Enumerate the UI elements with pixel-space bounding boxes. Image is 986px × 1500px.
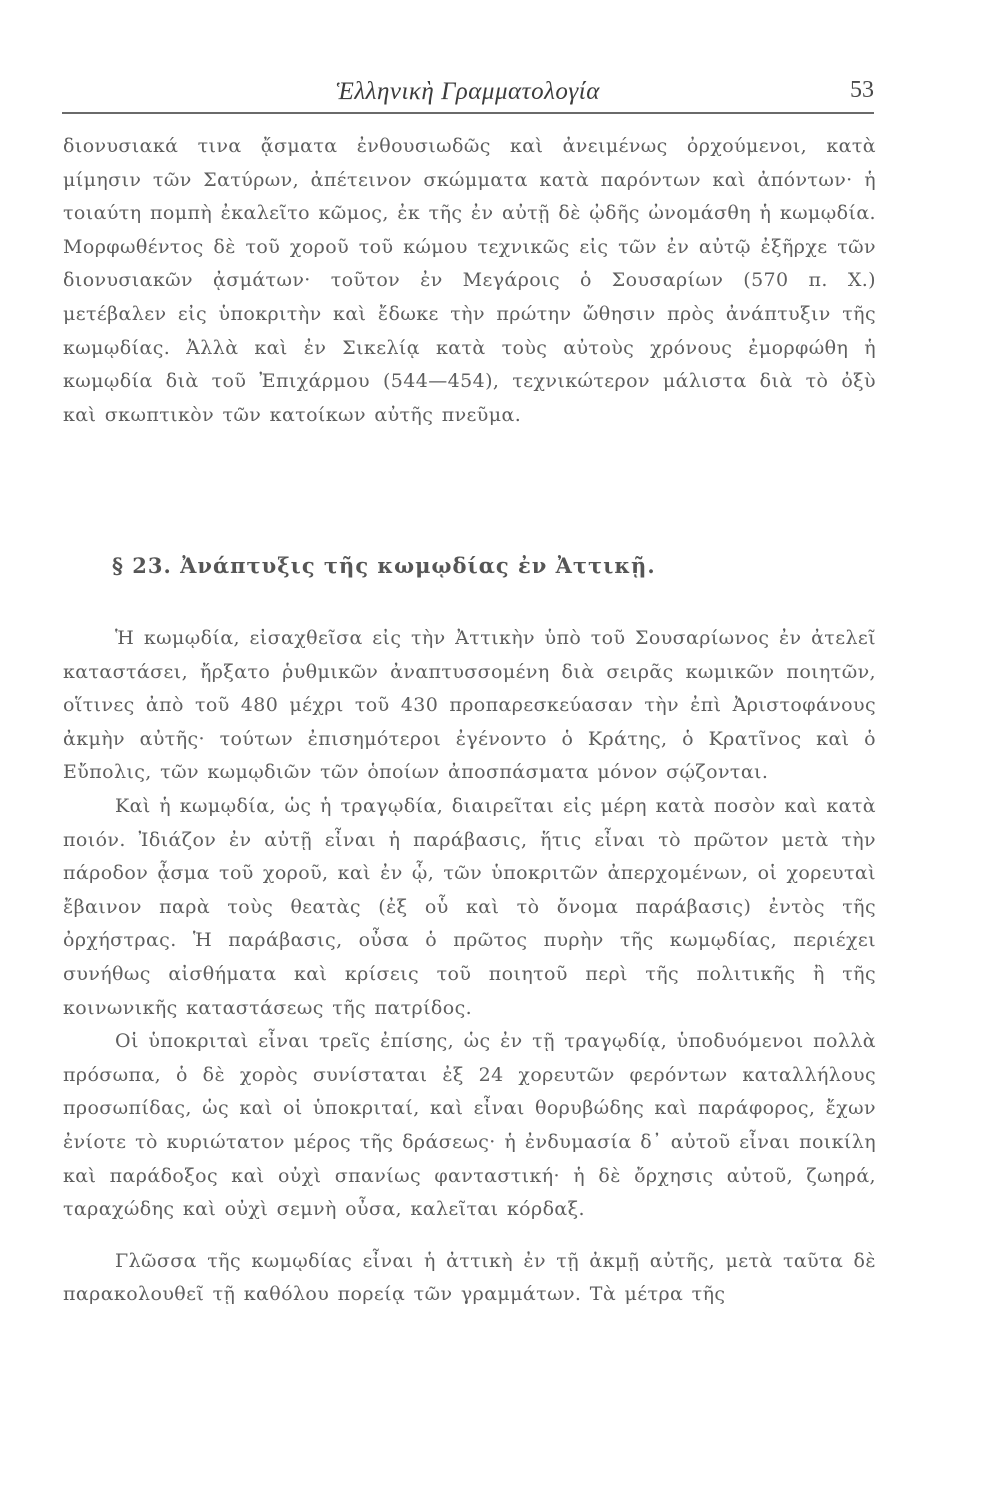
paragraph-1: Ἡ κωμῳδία, εἰσαχθεῖσα εἰς τὴν Ἀττικὴν ὑπὸ τοῦ Σουσαρίωνος ἐν ἀτελεῖ καταστάσει, ἤρξατο ῥυθμικῶν ἀναπτυσσομένη διὰ σειρᾶς κωμικῶν ποιητῶν, οἵτινες ἀπὸ τοῦ 480 μέχρι τοῦ 430 προπαρεσκεύασαν τὴν ἐπὶ Ἀριστοφάνους ἀκμὴν αὐτῆς· τούτων ἐπισημότεροι ἐγένοντο ὁ Κράτης, ὁ Κρατῖνος καὶ ὁ Εὔπολις, τῶν κωμῳδιῶν τῶν ὁποίων ἀποσπάσματα μόνον σῴζονται.	[63, 627, 876, 784]
continued-paragraph: διονυσιακά τινα ᾄσματα ἐνθουσιωδῶς καὶ ἀνειμένως ὀρχούμενοι, κατὰ μίμησιν τῶν Σατύρων, ἀπέτεινον σκώμματα κατὰ παρόντων καὶ ἀπόντων· ἡ τοιαύτη πομπὴ ἐκαλεῖτο κῶμος, ἐκ τῆς ἐν αὐτῇ δὲ ᾠδῆς ὠνομάσθη ἡ κωμῳδία. Μορφωθέντος δὲ τοῦ χοροῦ τοῦ κώμου τεχνικῶς εἰς τῶν ἐν αὐτῷ ἐξῆρχε τῶν διονυσιακῶν ᾀσμάτων· τοῦτον ἐν Μεγάροις ὁ Σουσαρίων (570 π. Χ.) μετέβαλεν εἰς ὑποκριτὴν καὶ ἔδωκε τὴν πρώτην ὤθησιν πρὸς ἀνάπτυξιν τῆς κωμῳδίας. Ἀλλὰ καὶ ἐν Σικελίᾳ κατὰ τοὺς αὐτοὺς χρόνους ἐμορφώθη ἡ κωμῳδία διὰ τοῦ Ἐπιχάρμου (544—454), τεχνικώτερον μάλιστα διὰ τὸ ὀξὺ καὶ σκωπτικὸν τῶν κατοίκων αὐτῆς πνεῦμα.	[63, 135, 876, 426]
running-title: Ἑλληνικὴ Γραμματολογία	[336, 78, 600, 105]
paragraph-4: Γλῶσσα τῆς κωμῳδίας εἶναι ἡ ἀττικὴ ἐν τῇ ἀκμῇ αὐτῆς, μετὰ ταῦτα δὲ παρακολουθεῖ τῇ καθόλου πορείᾳ τῶν γραμμάτων. Τὰ μέτρα τῆς	[63, 1249, 876, 1306]
paragraph-2: Καὶ ἡ κωμῳδία, ὡς ἡ τραγῳδία, διαιρεῖται εἰς μέρη κατὰ ποσὸν καὶ κατὰ ποιόν. Ἰδιάζον ἐν αὐτῇ εἶναι ἡ παράβασις, ἥτις εἶναι τὸ πρῶτον μετὰ τὴν πάροδον ᾆσμα τοῦ χοροῦ, καὶ ἐν ᾧ, τῶν ὑποκριτῶν ἀπερχομένων, οἱ χορευταὶ ἔβαινον παρὰ τοὺς θεατὰς (ἐξ οὗ καὶ τὸ ὄνομα παράβασις) ἐντὸς τῆς ὀρχήστρας. Ἡ παράβασις, οὖσα ὁ πρῶτος πυρὴν τῆς κωμῳδίας, περιέχει συνήθως αἰσθήματα καὶ κρίσεις τοῦ ποιητοῦ περὶ τῆς πολιτικῆς ἢ τῆς κοινωνικῆς καταστάσεως τῆς πατρίδος.	[63, 794, 876, 1019]
section-heading: § 23. Ἀνάπτυξις τῆς κωμῳδίας ἐν Ἀττικῇ.	[112, 553, 656, 578]
header-rule	[62, 112, 874, 114]
section-body	[63, 622, 876, 1312]
paragraph-3: Οἱ ὑποκριταὶ εἶναι τρεῖς ἐπίσης, ὡς ἐν τῇ τραγῳδίᾳ, ὑποδυόμενοι πολλὰ πρόσωπα, ὁ δὲ χορὸς συνίσταται ἐξ 24 χορευτῶν φερόντων καταλλήλους προσωπίδας, ὡς καὶ οἱ ὑποκριταί, καὶ εἶναι θορυβώδης καὶ παράφορος, ἔχων ἐνίοτε τὸ κυριώτατον μέρος τῆς δράσεως· ἡ ἐνδυμασία δ᾽ αὐτοῦ εἶναι ποικίλη καὶ παράδοξος καὶ οὐχὶ σπανίως φανταστική· ἡ δὲ ὄρχησις αὐτοῦ, ζωηρά, ταραχώδης καὶ οὐχὶ σεμνὴ οὖσα, καλεῖται κόρδαξ.	[63, 1030, 876, 1221]
page-number: 53	[850, 77, 874, 103]
running-head	[62, 66, 874, 106]
